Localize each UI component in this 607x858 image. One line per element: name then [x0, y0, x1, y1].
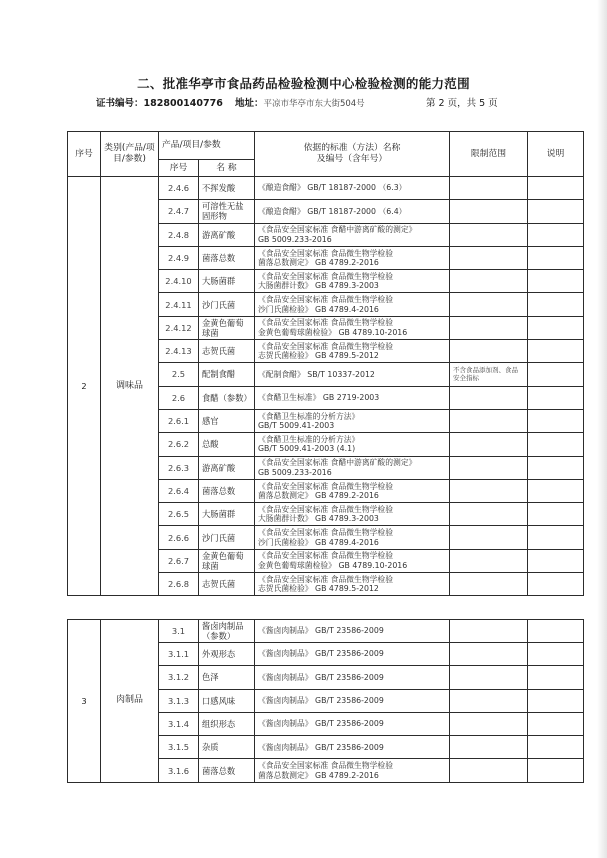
item-limit [450, 573, 528, 596]
item-number: 2.4.6 [159, 177, 199, 200]
item-limit [450, 736, 528, 759]
item-note [528, 573, 584, 596]
item-standard: 《酱卤肉制品》 GB/T 23586-2009 [255, 642, 450, 665]
item-name: 杂质 [199, 736, 255, 759]
item-limit [450, 270, 528, 293]
item-name: 感官 [199, 409, 255, 432]
item-limit [450, 409, 528, 432]
item-note [528, 712, 584, 735]
item-name: 食醋（参数） [199, 386, 255, 409]
item-name: 配制食醋 [199, 363, 255, 386]
item-limit [450, 479, 528, 502]
item-limit [450, 316, 528, 339]
item-name: 外观形态 [199, 642, 255, 665]
item-number: 2.6 [159, 386, 199, 409]
header-limit: 限制范围 [450, 132, 528, 177]
address-label: 地址： [234, 98, 264, 109]
header-product: 产品/项目/参数 [159, 132, 255, 160]
item-standard: 《食品安全国家标准 食品微生物学检验 大肠菌群计数》 GB 4789.3-2003 [255, 503, 450, 526]
item-note [528, 386, 584, 409]
item-note [528, 666, 584, 689]
item-name: 组织形态 [199, 712, 255, 735]
item-name: 沙门氏菌 [199, 293, 255, 316]
item-name: 口感风味 [199, 689, 255, 712]
header-seq: 序号 [68, 132, 101, 177]
item-name: 金黄色葡萄球菌 [199, 316, 255, 339]
item-note [528, 223, 584, 246]
item-note [528, 736, 584, 759]
item-standard: 《食品安全国家标准 食品微生物学检验 金黄色葡萄球菌检验》 GB 4789.10-2016 [255, 316, 450, 339]
item-number: 2.6.1 [159, 409, 199, 432]
header-sub-seq: 序号 [159, 160, 199, 177]
item-name: 菌落总数 [199, 246, 255, 269]
capability-table [67, 131, 584, 783]
item-limit [450, 503, 528, 526]
item-standard: 《食品安全国家标准 食醋中游离矿酸的测定》 GB 5009.233-2016 [255, 456, 450, 479]
item-note [528, 409, 584, 432]
item-note [528, 270, 584, 293]
item-standard: 《食品安全国家标准 食品微生物学检验 沙门氏菌检验》 GB 4789.4-2016 [255, 293, 450, 316]
item-standard: 《酱卤肉制品》 GB/T 23586-2009 [255, 666, 450, 689]
item-name: 菌落总数 [199, 479, 255, 502]
header-note: 说明 [528, 132, 584, 177]
item-standard: 《食品安全国家标准 食醋中游离矿酸的测定》 GB 5009.233-2016 [255, 223, 450, 246]
item-name: 大肠菌群 [199, 270, 255, 293]
item-note [528, 246, 584, 269]
item-note [528, 456, 584, 479]
item-standard: 《食品安全国家标准 食品微生物学检验 金黄色葡萄球菌检验》 GB 4789.10-2016 [255, 549, 450, 572]
item-number: 2.5 [159, 363, 199, 386]
item-limit [450, 200, 528, 223]
item-standard: 《配制食醋》 SB/T 10337-2012 [255, 363, 450, 386]
item-number: 3.1.3 [159, 689, 199, 712]
item-note [528, 479, 584, 502]
cert-number: 182800140776 [143, 98, 223, 109]
item-note [528, 549, 584, 572]
item-limit [450, 433, 528, 456]
row-seq: 3 [68, 619, 101, 782]
item-number: 3.1 [159, 619, 199, 642]
header-category: 类别(产品/项目/参数) [101, 132, 159, 177]
item-limit [450, 246, 528, 269]
item-note [528, 200, 584, 223]
item-standard: 《酿造食醋》 GB/T 18187-2000 （6.3） [255, 177, 450, 200]
item-name: 游离矿酸 [199, 223, 255, 246]
item-standard: 《酱卤肉制品》 GB/T 23586-2009 [255, 619, 450, 642]
item-note [528, 363, 584, 386]
item-limit [450, 712, 528, 735]
item-note [528, 340, 584, 363]
item-standard: 《酱卤肉制品》 GB/T 23586-2009 [255, 736, 450, 759]
item-limit [450, 177, 528, 200]
item-number: 2.6.3 [159, 456, 199, 479]
item-name: 志贺氏菌 [199, 340, 255, 363]
table-row [68, 619, 584, 642]
item-number: 2.6.6 [159, 526, 199, 549]
item-standard: 《酱卤肉制品》 GB/T 23586-2009 [255, 712, 450, 735]
item-number: 2.4.8 [159, 223, 199, 246]
item-standard: 《食品安全国家标准 食品微生物学检验 菌落总数测定》 GB 4789.2-2016 [255, 246, 450, 269]
item-limit: 不含食品添加剂、食品安全指标 [450, 363, 528, 386]
item-name: 志贺氏菌 [199, 573, 255, 596]
item-number: 3.1.5 [159, 736, 199, 759]
item-note [528, 759, 584, 782]
table-row [68, 177, 584, 200]
item-limit [450, 386, 528, 409]
item-note [528, 689, 584, 712]
item-number: 2.6.5 [159, 503, 199, 526]
item-limit [450, 642, 528, 665]
item-name: 可溶性无盐固形物 [199, 200, 255, 223]
item-number: 2.4.12 [159, 316, 199, 339]
item-name: 色泽 [199, 666, 255, 689]
table-body [68, 177, 584, 783]
item-number: 3.1.4 [159, 712, 199, 735]
group-separator [68, 596, 584, 619]
item-name: 大肠菌群 [199, 503, 255, 526]
item-standard: 《食醋卫生标准的分析方法》 GB/T 5009.41-2003 [255, 409, 450, 432]
item-number: 3.1.1 [159, 642, 199, 665]
item-number: 3.1.6 [159, 759, 199, 782]
item-standard: 《食品安全国家标准 食品微生物学检验 志贺氏菌检验》 GB 4789.5-2012 [255, 340, 450, 363]
item-limit [450, 526, 528, 549]
item-limit [450, 340, 528, 363]
row-seq: 2 [68, 177, 101, 596]
item-name: 不挥发酸 [199, 177, 255, 200]
item-standard: 《食品安全国家标准 食品微生物学检验 沙门氏菌检验》 GB 4789.4-2016 [255, 526, 450, 549]
header-sub-name: 名 称 [199, 160, 255, 177]
item-standard: 《酱卤肉制品》 GB/T 23586-2009 [255, 689, 450, 712]
item-standard: 《食醋卫生标准》 GB 2719-2003 [255, 386, 450, 409]
item-name: 游离矿酸 [199, 456, 255, 479]
row-category: 调味品 [101, 177, 159, 596]
item-name: 沙门氏菌 [199, 526, 255, 549]
address-value: 平凉市华亭市东大街504号 [263, 99, 365, 109]
item-number: 2.4.10 [159, 270, 199, 293]
item-note [528, 619, 584, 642]
item-limit [450, 293, 528, 316]
item-number: 2.4.13 [159, 340, 199, 363]
item-limit [450, 549, 528, 572]
item-standard: 《食品安全国家标准 食品微生物学检验 志贺氏菌检验》 GB 4789.5-2012 [255, 573, 450, 596]
item-name: 金黄色葡萄球菌 [199, 549, 255, 572]
item-number: 2.4.9 [159, 246, 199, 269]
item-standard: 《食醋卫生标准的分析方法》 GB/T 5009.41-2003 (4.1) [255, 433, 450, 456]
item-name: 总酸 [199, 433, 255, 456]
cert-label: 证书编号： [96, 98, 144, 109]
item-limit [450, 456, 528, 479]
item-note [528, 316, 584, 339]
item-note [528, 503, 584, 526]
item-number: 2.6.8 [159, 573, 199, 596]
item-standard: 《食品安全国家标准 食品微生物学检验 菌落总数测定》 GB 4789.2-2016 [255, 759, 450, 782]
item-number: 2.6.4 [159, 479, 199, 502]
item-number: 2.6.2 [159, 433, 199, 456]
item-note [528, 177, 584, 200]
item-limit [450, 689, 528, 712]
page-indicator: 第 2 页，共 5 页 [426, 98, 498, 109]
item-number: 2.4.11 [159, 293, 199, 316]
page-title: 二、批准华亭市食品药品检验检测中心检验检测的能力范围 [137, 76, 470, 91]
row-category: 肉制品 [101, 619, 159, 782]
item-standard: 《食品安全国家标准 食品微生物学检验 大肠菌群计数》 GB 4789.3-2003 [255, 270, 450, 293]
item-note [528, 642, 584, 665]
item-limit [450, 619, 528, 642]
item-number: 3.1.2 [159, 666, 199, 689]
item-limit [450, 666, 528, 689]
header-standard: 依据的标准（方法）名称 及编号（含年号） [255, 132, 450, 177]
item-name: 酱卤肉制品（参数） [199, 619, 255, 642]
item-name: 菌落总数 [199, 759, 255, 782]
item-number: 2.4.7 [159, 200, 199, 223]
item-note [528, 526, 584, 549]
item-standard: 《食品安全国家标准 食品微生物学检验 菌落总数测定》 GB 4789.2-2016 [255, 479, 450, 502]
certificate-meta [96, 95, 516, 109]
item-note [528, 293, 584, 316]
item-limit [450, 759, 528, 782]
scan-edge-shadow [597, 0, 607, 858]
item-note [528, 433, 584, 456]
item-standard: 《酿造食醋》 GB/T 18187-2000 （6.4） [255, 200, 450, 223]
item-limit [450, 223, 528, 246]
item-number: 2.6.7 [159, 549, 199, 572]
